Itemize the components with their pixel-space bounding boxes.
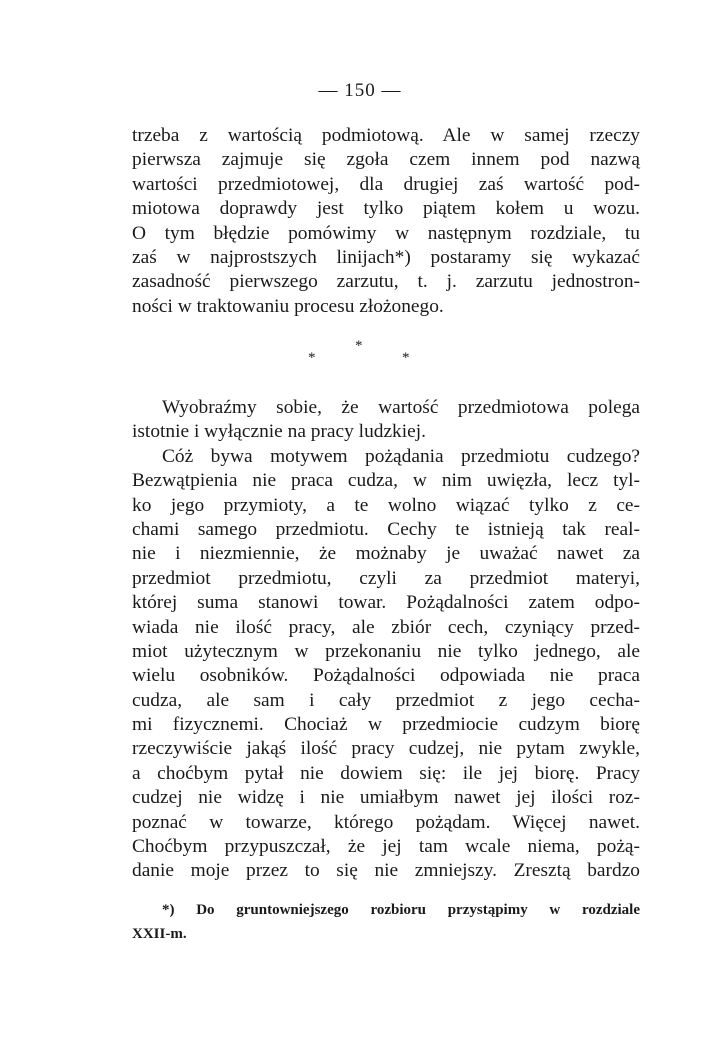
text-line: Bezwątpienia nie praca cudza, w nim uwięzła, lecz tyl- (132, 470, 640, 492)
asterism-star: * (308, 350, 316, 366)
asterism-star: * (402, 350, 410, 366)
text-line: a choćbym pytał nie dowiem się: ile jej biorę. Pracy (132, 762, 640, 784)
text-line: zasadność pierwszego zarzutu, t. j. zarzutu jednostron- (132, 271, 640, 293)
asterism-star: * (355, 338, 363, 354)
footnote-line: XXII-m. (132, 926, 187, 942)
text-line: wiada nie ilość pracy, ale zbiór cech, czyniący przed- (132, 616, 640, 638)
text-line: miotowa doprawdy jest tylko piątem kołem u wozu. (132, 198, 640, 220)
paragraph-2 (132, 396, 640, 884)
text-line: zaś w najprostszych linijach*) postaramy się wykazać (132, 246, 640, 268)
text-line: danie moje przez to się nie zmniejszy. Zresztą bardzo (132, 860, 640, 882)
text-line: O tym błędzie pomówimy w następnym rozdziale, tu (132, 222, 640, 244)
text-line: trzeba z wartością podmiotową. Ale w samej rzeczy (132, 125, 640, 146)
footnote-line: *) Do gruntowniejszego rozbioru przystąpimy w rozdziale (162, 902, 640, 918)
text-line: Cóż bywa motywem pożądania przedmiotu cudzego? (162, 445, 640, 467)
text-line: pierwsza zajmuje się zgoła czem innem pod nazwą (132, 149, 640, 171)
text-line: Wyobraźmy sobie, że wartość przedmiotowa polega (162, 397, 640, 418)
text-line: cudzej nie widzę i nie umiałbym nawet jej ilości roz- (132, 787, 640, 809)
text-line: ności w traktowaniu procesu złożonego. (132, 295, 444, 317)
footnote (132, 898, 640, 946)
text-line: której suma stanowi towar. Pożądalności zatem odpo- (132, 592, 640, 614)
text-line: cudza, ale sam i cały przedmiot z jego cecha- (132, 689, 640, 711)
text-line: przedmiot przedmiotu, czyli za przedmiot materyi, (132, 567, 640, 589)
text-line: wielu osobników. Pożądalności odpowiada nie praca (132, 665, 640, 687)
text-line: Choćbym przypuszczał, że jej tam wcale niema, pożą- (132, 836, 640, 858)
page-number: — 150 — (318, 80, 402, 101)
paragraph-1 (132, 124, 640, 319)
text-line: nie i niezmiennie, że możnaby je uważać nawet za (132, 543, 640, 565)
text-line: poznać w towarze, którego pożądam. Więcej nawet. (132, 811, 640, 833)
text-line: chami samego przedmiotu. Cechy te istnieją tak real- (132, 518, 640, 540)
text-line: ko jego przymioty, a te wolno wiązać tylko z ce- (132, 494, 640, 516)
text-line: wartości przedmiotowej, dla drugiej zaś wartość pod- (132, 173, 640, 195)
text-line: miot użytecznym w przekonaniu nie tylko jednego, ale (132, 640, 640, 662)
text-line: rzeczywiście jakąś ilość pracy cudzej, nie pytam zwykle, (132, 738, 640, 760)
text-line: istotnie i wyłącznie na pracy ludzkiej. (132, 421, 426, 443)
section-asterism (300, 338, 420, 374)
text-line: mi fizycznemi. Chociaż w przedmiocie cudzym biorę (132, 714, 640, 736)
